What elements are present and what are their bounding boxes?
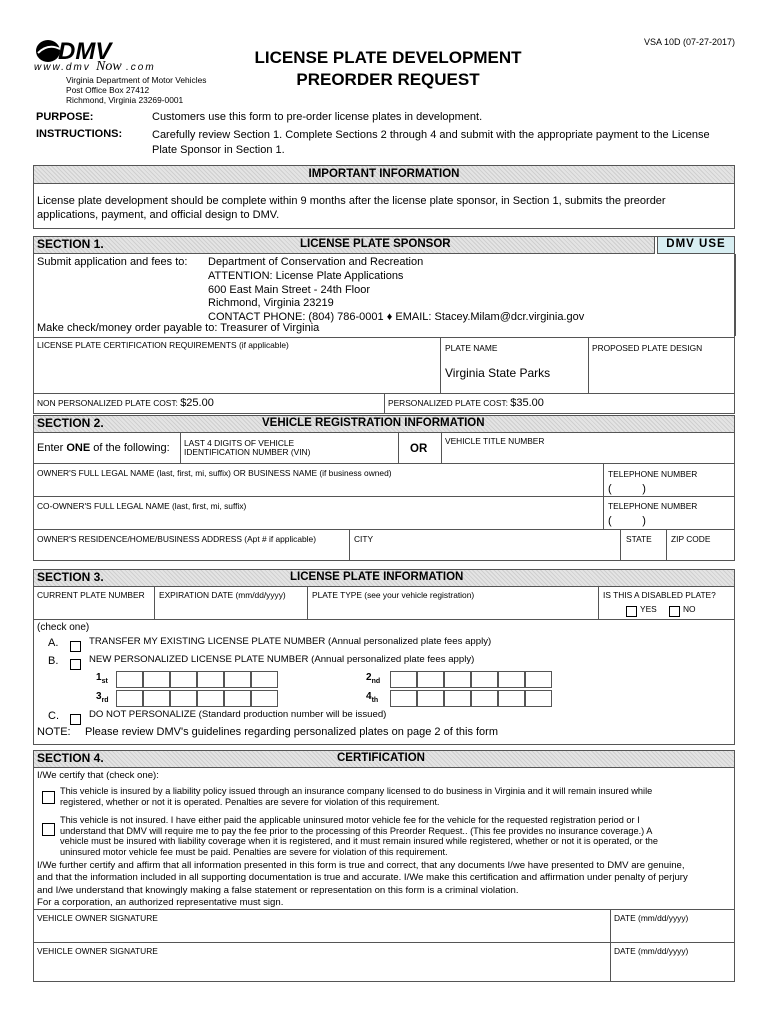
- state-label: STATE: [626, 534, 652, 544]
- section3-title: LICENSE PLATE INFORMATION: [290, 571, 464, 583]
- divider: [349, 529, 350, 561]
- plate-name-value: Virginia State Parks: [445, 366, 551, 380]
- plate-character-cell[interactable]: [116, 671, 143, 688]
- opt-a-letter: A.: [48, 637, 59, 649]
- divider: [384, 393, 385, 414]
- choice-2-label: [366, 672, 380, 685]
- agency-line: Richmond, Virginia 23269-0001: [66, 95, 184, 105]
- plate-character-cell[interactable]: [143, 671, 170, 688]
- telephone-label-2: TELEPHONE NUMBER: [608, 501, 698, 511]
- plate-name-label: PLATE NAME: [445, 343, 498, 353]
- disabled-no-checkbox[interactable]: [669, 606, 680, 617]
- not-insured-line: uninsured motor vehicle fee must be paid. Penalties are severe for violation of this requirement.: [60, 846, 448, 857]
- divider: [180, 433, 181, 463]
- divider: [33, 463, 735, 464]
- plate-character-cell[interactable]: [417, 671, 444, 688]
- section2-label: SECTION 2.: [37, 416, 104, 430]
- important-text: [37, 194, 666, 222]
- coowner-name-label: CO-OWNER'S FULL LEGAL NAME (last, first, mi, suffix): [37, 501, 247, 511]
- opt-b-letter: B.: [48, 655, 59, 667]
- disabled-yes-checkbox[interactable]: [626, 606, 637, 617]
- submit-label: Submit application and fees to:: [37, 256, 188, 268]
- instructions-text: [152, 128, 710, 158]
- plate-character-cell[interactable]: [498, 690, 525, 707]
- opt-c-checkbox[interactable]: [70, 714, 81, 725]
- affirm-line: and I/we understand that knowingly making a false statement or representation on this form is a criminal violation.: [37, 884, 519, 896]
- plate-character-cell[interactable]: [390, 690, 417, 707]
- plate-character-cell[interactable]: [525, 671, 552, 688]
- title-line-2: PREORDER REQUEST: [296, 70, 480, 89]
- plate-character-cell[interactable]: [525, 690, 552, 707]
- divider: [33, 529, 735, 530]
- section1-label: SECTION 1.: [37, 237, 104, 251]
- choice-num: 4: [366, 691, 372, 702]
- opt-a-checkbox[interactable]: [70, 641, 81, 652]
- divider: [33, 619, 735, 620]
- dmv-logo: [34, 37, 194, 73]
- plate-character-cell[interactable]: [444, 690, 471, 707]
- affirm-line: I/We further certify and affirm that all information presented in this form is true and correct, that any documents I/we have presented to DMV are genuine,: [37, 860, 685, 871]
- choice-4-label: [366, 691, 378, 704]
- affirm-text: [37, 860, 688, 909]
- enter-one-label: [37, 442, 170, 454]
- owner-name-label: OWNER'S FULL LEGAL NAME (last, first, mi, suffix) OR BUSINESS NAME (if business owned): [37, 468, 392, 478]
- not-insured-line: vehicle must be insured with liability coverage when it is registered, and it must remain insured while registered, whether or not it is operated, or the: [60, 836, 658, 847]
- vin-label-line: IDENTIFICATION NUMBER (VIN): [184, 447, 311, 457]
- current-plate-label: CURRENT PLATE NUMBER: [37, 590, 145, 600]
- choice-num: 2: [366, 672, 372, 683]
- insured-text: [60, 786, 652, 807]
- plate-character-cell[interactable]: [471, 690, 498, 707]
- divider: [588, 337, 589, 393]
- not-insured-line: This vehicle is not insured. I have either paid the applicable uninsured motor vehicle fee for the vehicle for the requested registration period or I: [60, 815, 640, 825]
- plate-type-label: PLATE TYPE (see your vehicle registration): [312, 590, 475, 600]
- plate-character-cell[interactable]: [444, 671, 471, 688]
- vin-label: [184, 439, 310, 457]
- choice-ordinal: st: [101, 678, 108, 685]
- dmv-use-divider: [735, 254, 736, 336]
- purpose-label: PURPOSE:: [36, 111, 94, 123]
- divider: [620, 529, 621, 561]
- pers-label: PERSONALIZED PLATE COST:: [388, 398, 508, 408]
- or-label: OR: [410, 443, 428, 455]
- plate-character-cell[interactable]: [224, 690, 251, 707]
- address-line: CONTACT PHONE: (804) 786-0001 ♦ EMAIL: Stacey.Milam@dcr.virginia.gov: [208, 311, 585, 324]
- signature-label-1: VEHICLE OWNER SIGNATURE: [37, 913, 158, 923]
- plate-character-cell[interactable]: [197, 690, 224, 707]
- important-line: License plate development should be complete within 9 months after the license plate sponsor, in Section 1, submits the preorder: [37, 195, 666, 207]
- choice-num: 1: [96, 672, 102, 683]
- date-label-1: DATE (mm/dd/yyyy): [614, 913, 689, 923]
- dmv-logo-graphic: [34, 37, 194, 73]
- divider: [33, 909, 735, 910]
- divider: [598, 587, 599, 619]
- phone-paren: ( ): [608, 483, 646, 495]
- plate-character-cell[interactable]: [417, 690, 444, 707]
- zip-label: ZIP CODE: [671, 534, 711, 544]
- choice-1-label: [96, 672, 108, 685]
- section3-label: SECTION 3.: [37, 570, 104, 584]
- enter-prefix: Enter: [37, 442, 67, 454]
- divider: [398, 433, 399, 463]
- not-insured-checkbox[interactable]: [42, 823, 55, 836]
- divider: [33, 942, 735, 943]
- opt-c-letter: C.: [48, 710, 59, 722]
- divider: [440, 337, 441, 393]
- svg-text:.com: .com: [126, 62, 156, 73]
- date-label-2: DATE (mm/dd/yyyy): [614, 946, 689, 956]
- svg-text:DMV: DMV: [58, 38, 112, 65]
- city-label: CITY: [354, 534, 374, 544]
- proposed-design-label: PROPOSED PLATE DESIGN: [592, 343, 703, 353]
- note-text: Please review DMV's guidelines regarding personalized plates on page 2 of this form: [85, 726, 498, 738]
- certify-label: I/We certify that (check one):: [37, 770, 159, 781]
- expiration-label: EXPIRATION DATE (mm/dd/yyyy): [159, 590, 286, 600]
- plate-character-cell[interactable]: [143, 690, 170, 707]
- nonpers-value: $25.00: [180, 397, 214, 409]
- sponsor-address: [208, 256, 584, 325]
- important-line: applications, payment, and official design to DMV.: [37, 209, 280, 221]
- phone-paren-2: ( ): [608, 515, 646, 527]
- choice-ordinal: th: [371, 697, 379, 704]
- plate-character-cell[interactable]: [116, 690, 143, 707]
- choice-num: 3: [96, 691, 102, 702]
- not-insured-text: [60, 815, 658, 857]
- instructions-line: Plate Sponsor in Section 1.: [152, 144, 285, 156]
- address-line: Richmond, Virginia 23219: [208, 297, 334, 310]
- plate-character-cell[interactable]: [197, 671, 224, 688]
- disabled-label: IS THIS A DISABLED PLATE?: [603, 590, 716, 600]
- address-line: ATTENTION: License Plate Applications: [208, 269, 404, 282]
- choice-ordinal: nd: [371, 678, 381, 685]
- plate-character-cell[interactable]: [498, 671, 525, 688]
- section4-title: CERTIFICATION: [337, 752, 425, 764]
- insured-line: This vehicle is insured by a liability policy issued through an insurance company licensed to do business in Virginia and it will remain insured while: [60, 786, 653, 796]
- address-line: 600 East Main Street - 24th Floor: [208, 283, 371, 296]
- choice-ordinal: rd: [101, 697, 109, 704]
- plate-character-cell[interactable]: [170, 671, 197, 688]
- agency-address: [66, 75, 206, 105]
- opt-b-text: NEW PERSONALIZED LICENSE PLATE NUMBER (Annual personalized plate fees apply): [89, 654, 475, 665]
- address-line: Department of Conservation and Recreation: [208, 256, 424, 268]
- pers-value: $35.00: [510, 397, 544, 409]
- yes-label: YES: [640, 604, 657, 614]
- enter-bold: ONE: [66, 442, 91, 454]
- nonpers-cost: [37, 397, 214, 409]
- note-label: NOTE:: [37, 726, 71, 738]
- purpose-text: Customers use this form to pre-order license plates in development.: [152, 111, 483, 123]
- section4-label: SECTION 4.: [37, 751, 104, 765]
- divider: [307, 587, 308, 619]
- vin-label-line: LAST 4 DIGITS OF VEHICLE: [184, 438, 295, 448]
- telephone-label: TELEPHONE NUMBER: [608, 469, 698, 479]
- nonpers-label: NON PERSONALIZED PLATE COST:: [37, 398, 178, 408]
- plate-character-cell[interactable]: [390, 671, 417, 688]
- plate-character-cell[interactable]: [170, 690, 197, 707]
- no-label: NO: [683, 604, 696, 614]
- plate-character-cell[interactable]: [251, 690, 278, 707]
- divider: [154, 587, 155, 619]
- affirm-line: and that the information included in all supporting documentation is true and accurate. I/We make this certification and affirmation under penalty of perjury: [37, 872, 688, 884]
- instructions-label: INSTRUCTIONS:: [36, 128, 123, 140]
- check-one-label: (check one): [37, 622, 90, 633]
- section2-title: VEHICLE REGISTRATION INFORMATION: [262, 417, 485, 429]
- signature-label-2: VEHICLE OWNER SIGNATURE: [37, 946, 158, 956]
- section1-title: LICENSE PLATE SPONSOR: [300, 238, 451, 250]
- title-line-1: LICENSE PLATE DEVELOPMENT: [254, 48, 522, 67]
- payable-text: Make check/money order payable to: Treasurer of Virginia: [37, 322, 320, 334]
- opt-a-text: TRANSFER MY EXISTING LICENSE PLATE NUMBER (Annual personalized plate fees apply): [89, 636, 492, 647]
- pers-cost: [388, 397, 544, 409]
- affirm-line: For a corporation, an authorized representative must sign.: [37, 896, 284, 908]
- agency-line: Post Office Box 27412: [66, 85, 150, 95]
- plate-character-cell[interactable]: [224, 671, 251, 688]
- cert-req-label: LICENSE PLATE CERTIFICATION REQUIREMENTS (if applicable): [37, 340, 289, 350]
- not-insured-line: understand that DMV will require me to pay the fee prior to the processing of this Preorder Request.. (This fee provides no insurance coverage.) A: [60, 825, 653, 836]
- svg-text:Now: Now: [96, 59, 122, 73]
- form-number: VSA 10D (07-27-2017): [644, 37, 736, 47]
- divider: [33, 337, 735, 338]
- form-title: [228, 47, 548, 91]
- title-number-label: VEHICLE TITLE NUMBER: [445, 436, 545, 446]
- opt-c-text: DO NOT PERSONALIZE (Standard production number will be issued): [89, 709, 387, 720]
- divider: [33, 496, 735, 497]
- plate-character-cell[interactable]: [471, 671, 498, 688]
- address-label: OWNER'S RESIDENCE/HOME/BUSINESS ADDRESS (Apt # if applicable): [37, 534, 316, 544]
- plate-character-cell[interactable]: [251, 671, 278, 688]
- dmv-use-label: DMV USE: [666, 238, 726, 250]
- divider: [610, 909, 611, 982]
- choice-3-label: [96, 691, 109, 704]
- opt-b-checkbox[interactable]: [70, 659, 81, 670]
- insured-checkbox[interactable]: [42, 791, 55, 804]
- divider: [666, 529, 667, 561]
- instructions-line: Carefully review Section 1. Complete Sections 2 through 4 and submit with the appropriate payment to the License: [152, 129, 710, 141]
- divider: [441, 433, 442, 463]
- agency-line: Virginia Department of Motor Vehicles: [66, 75, 207, 85]
- enter-suffix: of the following:: [90, 442, 170, 454]
- important-title: IMPORTANT INFORMATION: [308, 168, 460, 180]
- insured-line: registered, whether or not it is operated. Penalties are severe for violation of this requirement.: [60, 796, 440, 807]
- svg-text:www.dmv: www.dmv: [34, 62, 91, 73]
